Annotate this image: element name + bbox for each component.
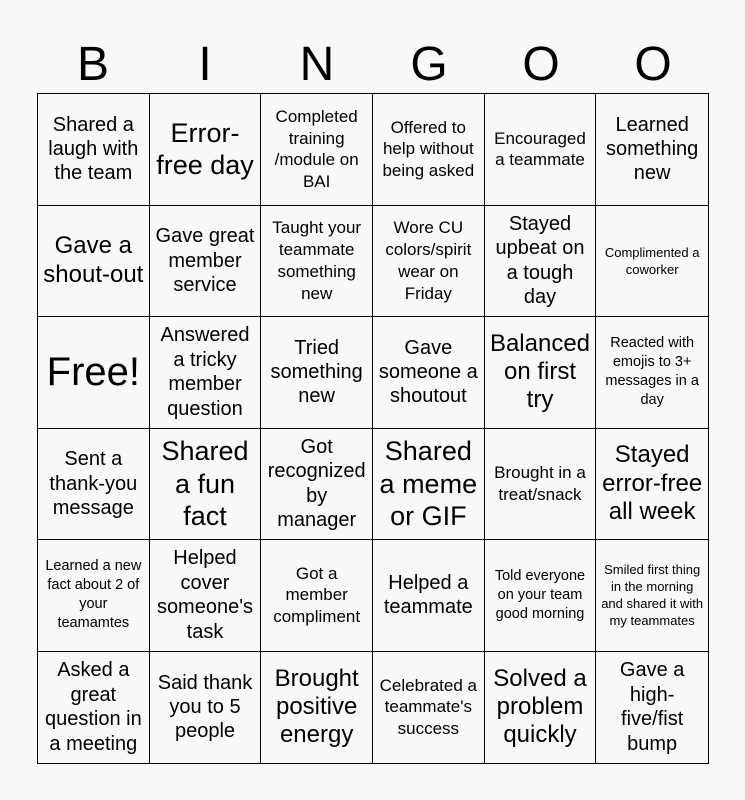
bingo-cell[interactable] [485,317,597,429]
cell-text: Got recognized by manager [267,435,366,532]
bingo-cell[interactable] [38,94,150,206]
bingo-cell[interactable] [373,94,485,206]
bingo-cell[interactable] [38,652,150,764]
cell-text: Complimented a coworker [604,244,700,277]
bingo-cell[interactable] [596,94,708,206]
bingo-board [37,93,709,764]
cell-text: Reacted with emojis to 3+ messages in a day [605,335,699,409]
cell-text: Shared a laugh with the team [48,113,139,185]
cell-text: Told everyone on your team good morning [494,567,586,622]
bingo-cell[interactable] [596,429,708,541]
cell-text: Balanced on first try [489,329,591,414]
bingo-cell[interactable] [485,652,597,764]
bingo-cell[interactable] [150,317,262,429]
cell-text: Learned something new [606,113,699,185]
cell-text: Taught your teammate something new [272,218,362,303]
header-letter-o-2: O [634,38,672,91]
bingo-cell[interactable] [485,206,597,318]
bingo-cell[interactable] [485,429,597,541]
bingo-cell[interactable] [596,206,708,318]
bingo-cell[interactable] [261,206,373,318]
cell-text: Celebrated a teammate's success [379,675,477,739]
cell-text: Smiled first thing in the morning and shared it with my teammates [601,561,704,629]
cell-text: Brought positive energy [274,664,359,749]
bingo-cell[interactable] [261,429,373,541]
cell-text: Sent a thank-you message [49,448,138,519]
bingo-cell[interactable] [150,652,262,764]
cell-text: Stayed upbeat on a tough day [495,212,585,309]
cell-text: Error-free day [156,117,254,181]
bingo-cell[interactable] [150,429,262,541]
cell-text: Learned a new fact about 2 of your teamamtes [45,558,142,632]
cell-text: Offered to help without being asked [382,117,475,181]
cell-text: Encouraged a teammate [494,128,586,170]
header-letter-o: O [522,38,560,91]
cell-text: Helped cover someone's task [156,547,254,643]
bingo-cell[interactable] [373,540,485,652]
cell-text: Got a member compliment [273,563,361,627]
cell-text: Said thank you to 5 people [157,671,253,743]
cell-text: Shared a fun fact [161,436,249,531]
free-space-text: Free! [46,350,140,395]
bingo-cell[interactable] [485,540,597,652]
cell-text: Gave a high-five/fist bump [619,659,685,755]
bingo-cell[interactable] [373,206,485,318]
bingo-cell[interactable] [150,206,262,318]
bingo-cell-free[interactable] [38,317,150,429]
bingo-cell[interactable] [261,94,373,206]
cell-text: Gave great member service [155,225,255,296]
bingo-header [37,36,709,94]
cell-text: Helped a teammate [383,571,473,619]
bingo-cell[interactable] [373,652,485,764]
cell-text: Stayed error-free all week [602,441,703,525]
cell-text: Gave someone a shoutout [378,336,478,408]
cell-text: Tried something new [270,336,363,408]
cell-text: Solved a problem quickly [493,664,587,749]
bingo-cell[interactable] [261,317,373,429]
cell-text: Wore CU colors/spirit wear on Friday [385,218,472,303]
bingo-cell[interactable] [485,94,597,206]
cell-text: Shared a meme or GIF [379,436,478,531]
bingo-cell[interactable] [38,206,150,318]
bingo-cell[interactable] [373,429,485,541]
bingo-cell[interactable] [373,317,485,429]
bingo-cell[interactable] [38,429,150,541]
bingo-cell[interactable] [38,540,150,652]
bingo-cell[interactable] [596,540,708,652]
bingo-cell[interactable] [261,540,373,652]
bingo-cell[interactable] [596,652,708,764]
header-letter-g: G [410,38,448,91]
bingo-cell[interactable] [150,94,262,206]
cell-text: Brought in a treat/snack [494,463,586,504]
cell-text: Gave a shout-out [43,232,144,288]
bingo-cell[interactable] [596,317,708,429]
header-letter-n: N [299,38,335,91]
header-letter-i: I [198,38,212,91]
header-letter-b: B [76,38,109,91]
bingo-cell[interactable] [261,652,373,764]
cell-text: Answered a tricky member question [160,324,250,420]
cell-text: Asked a great question in a meeting [44,659,142,755]
cell-text: Completed training /module on BAI [274,106,359,191]
bingo-cell[interactable] [150,540,262,652]
